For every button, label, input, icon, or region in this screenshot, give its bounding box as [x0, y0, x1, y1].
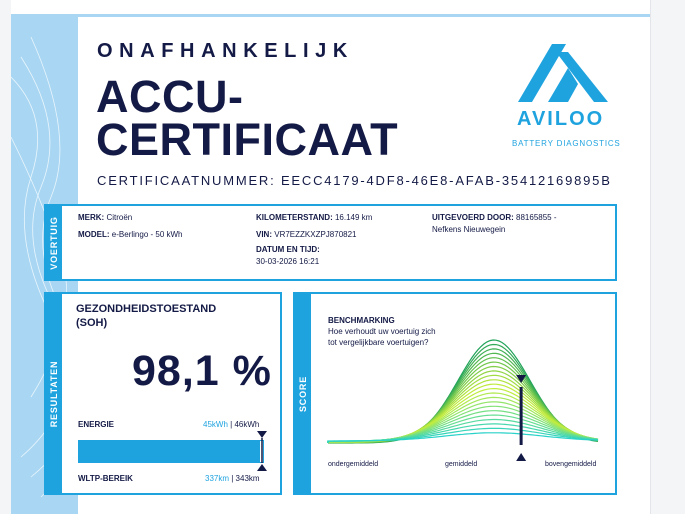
- page-margin-left: [0, 0, 11, 514]
- vehicle-brand: MERK: Citroën: [78, 213, 133, 222]
- soh-value: 98,1 %: [132, 347, 272, 395]
- document-subtitle: ONAFHANKELIJK: [97, 40, 354, 62]
- vehicle-performed-by: UITGEVOERD DOOR: 88165855 -: [432, 213, 557, 222]
- score-section-label: SCORE: [295, 294, 311, 493]
- logo-wordmark: AVILOO: [517, 108, 605, 130]
- title-line-1: ACCU-: [96, 71, 244, 122]
- vehicle-model: MODEL: e-Berlingo - 50 kWh: [78, 230, 183, 239]
- document-title: [96, 71, 399, 165]
- vehicle-datetime: 30-03-2026 16:21: [256, 257, 320, 266]
- range-label: WLTP-BEREIK: [78, 474, 133, 483]
- page-margin-right: [650, 0, 685, 514]
- marker-bottom-triangle-icon: [516, 453, 526, 461]
- top-marker-icon: [257, 431, 267, 438]
- benchmark-question: Hoe verhoudt uw voertuig zich tot vergelijkbare voertuigen?: [328, 327, 436, 347]
- energy-label: ENERGIE: [78, 420, 115, 429]
- soh-progress-bar: [78, 440, 264, 463]
- benchmark-title: BENCHMARKING: [328, 316, 395, 325]
- axis-label-low: ondergemiddeld: [328, 461, 379, 468]
- vehicle-section-label: VOERTUIG: [46, 206, 62, 279]
- certificate-number: CERTIFICAATNUMMER: EECC4179-4DF8-46E8-AFAB-35412169895B: [97, 173, 612, 188]
- soh-title: GEZONDHEIDSTOESTAND (SOH): [76, 303, 217, 329]
- axis-label-high: bovengemiddeld: [545, 461, 597, 468]
- range-values: 337km | 343km: [205, 474, 260, 483]
- results-section-label: RESULTATEN: [46, 294, 62, 493]
- vehicle-mileage: KILOMETERSTAND: 16.149 km: [256, 213, 373, 222]
- title-line-2: CERTIFICAAT: [96, 114, 399, 165]
- vehicle-performed-by-line2: Nefkens Nieuwegein: [432, 225, 506, 234]
- logo-tagline: BATTERY DIAGNOSTICS: [512, 139, 621, 148]
- bottom-marker-icon: [257, 464, 267, 471]
- energy-values: 45kWh | 46kWh: [203, 420, 260, 429]
- soh-progress-fill: [79, 441, 260, 462]
- aviloo-logo-icon: [516, 42, 612, 104]
- soh-bar-markers: [256, 430, 268, 472]
- axis-label-mid: gemiddeld: [445, 461, 478, 468]
- benchmark-distribution-chart: [326, 335, 602, 465]
- vehicle-datetime-label: DATUM EN TIJD:: [256, 245, 320, 254]
- vehicle-vin: VIN: VR7EZZKXZPJ870821: [256, 230, 357, 239]
